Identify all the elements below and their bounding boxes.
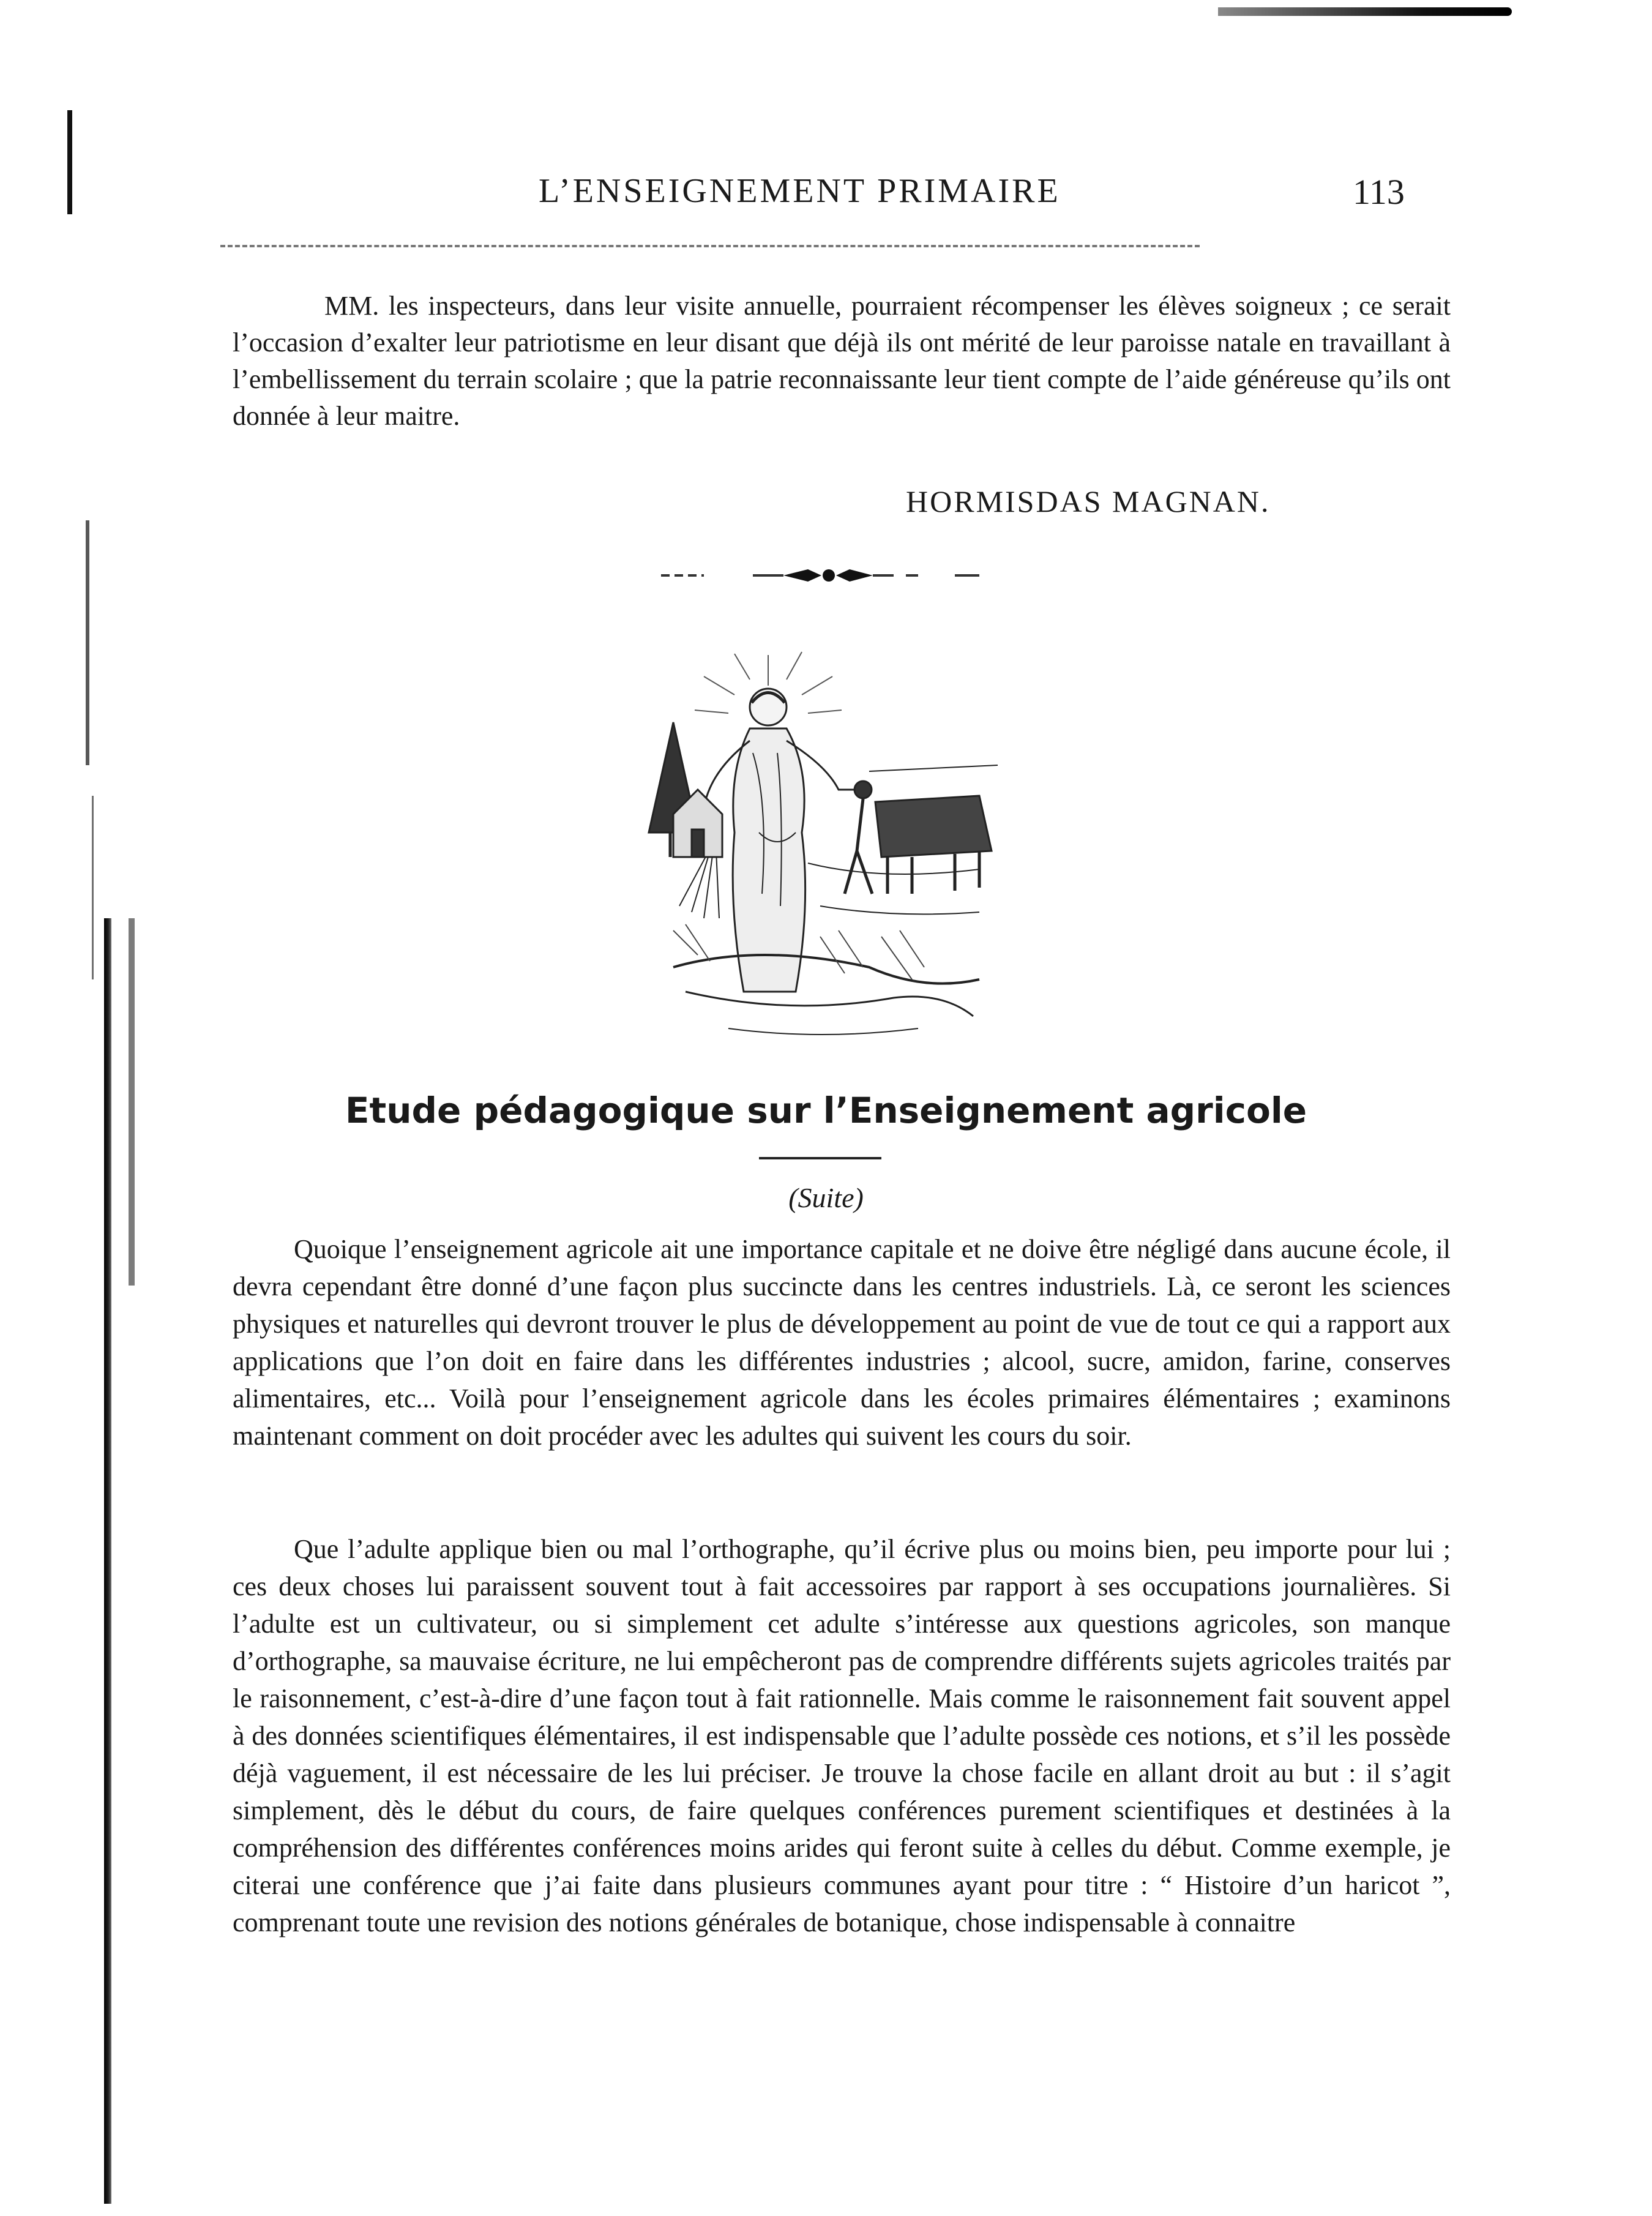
running-head [0,171,1652,220]
closing-paragraph: MM. les inspecteurs, dans leur visite annuelle, pourraient récompenser les élèves soigneux ; ce serait l’occasion d’exalter leur patriotisme en leur disant que déjà ils ont mérité de leur paroisse natale en travaillant à l’embellissement du terrain scolaire ; que la patrie reconnaissante leur tient compte de l’aide généreuse qu’ils ont donnée à leur maitre. [233,291,1451,431]
article-title: Etude pédagogique sur l’Enseignement agricole [345,1090,1307,1131]
fleuron-icon [661,563,992,588]
title-rule [759,1157,881,1159]
scan-edge-mark [92,796,94,979]
article-paragraph: Que l’adulte applique bien ou mal l’orthographe, qu’il écrive plus ou moins bien, peu importe pour lui ; ces deux choses lui paraissent souvent tout à fait accessoires par rapport à ses occupations journalières. Si l’adulte est un cultivateur, ou si simplement cet adulte s’intéresse aux questions agricoles, son manque d’orthographe, sa mauvaise écriture, ne lui empêcheront pas de comprendre différents sujets agricoles traités par le raisonnement, c’est-à-dire d’une façon tout à fait rationnelle. Mais comme le raisonnement fait souvent appel à des données scientifiques élémentaires, il est indispensable que l’adulte possède ces notions, et s’il les possède déjà vaguement, il est nécessaire de les lui préciser. Je trouve la chose facile en allant droit au but : il s’agit simplement, dès le début du cours, de faire quelques conférences purement scientifiques et destinées à la compréhension des différentes conférences moins arides qui feront suite à celles du début. Comme exemple, je citerai une conférence que j’ai faite dans plusieurs communes ayant pour titre : “ Histoire d’un haricot ”, comprenant toute une revision des notions générales de botanique, chose indispensable à connaitre [233,1534,1451,1937]
scan-edge-mark [86,520,89,765]
running-title: L’ENSEIGNEMENT PRIMAIRE [539,172,1061,210]
article-paragraph: Quoique l’enseignement agricole ait une importance capitale et ne doive être négligé dans aucune école, il devra cependant être donné d’une façon plus succincte dans les centres industriels. Là, ce seront les sciences physiques et naturelles qui devront trouver le plus de développement au point de vue de tout ce qui a rapport aux applications que l’on doit en faire dans les différentes industries ; alcool, sucre, amidon, farine, conserves alimentaires, etc... Voilà pour l’enseignement agricole dans les écoles primaires élémentaires ; examinons maintenant comment on doit procéder avec les adultes qui suivent les cours du soir. [233,1234,1451,1451]
scan-edge-rule [1218,7,1512,16]
harvest-goddess-engraving [637,649,1004,1053]
author-signature: HORMISDAS MAGNAN. [906,484,1271,518]
header-rule [220,245,1200,247]
page-number: 113 [1353,172,1405,212]
continued-label: (Suite) [788,1182,864,1213]
